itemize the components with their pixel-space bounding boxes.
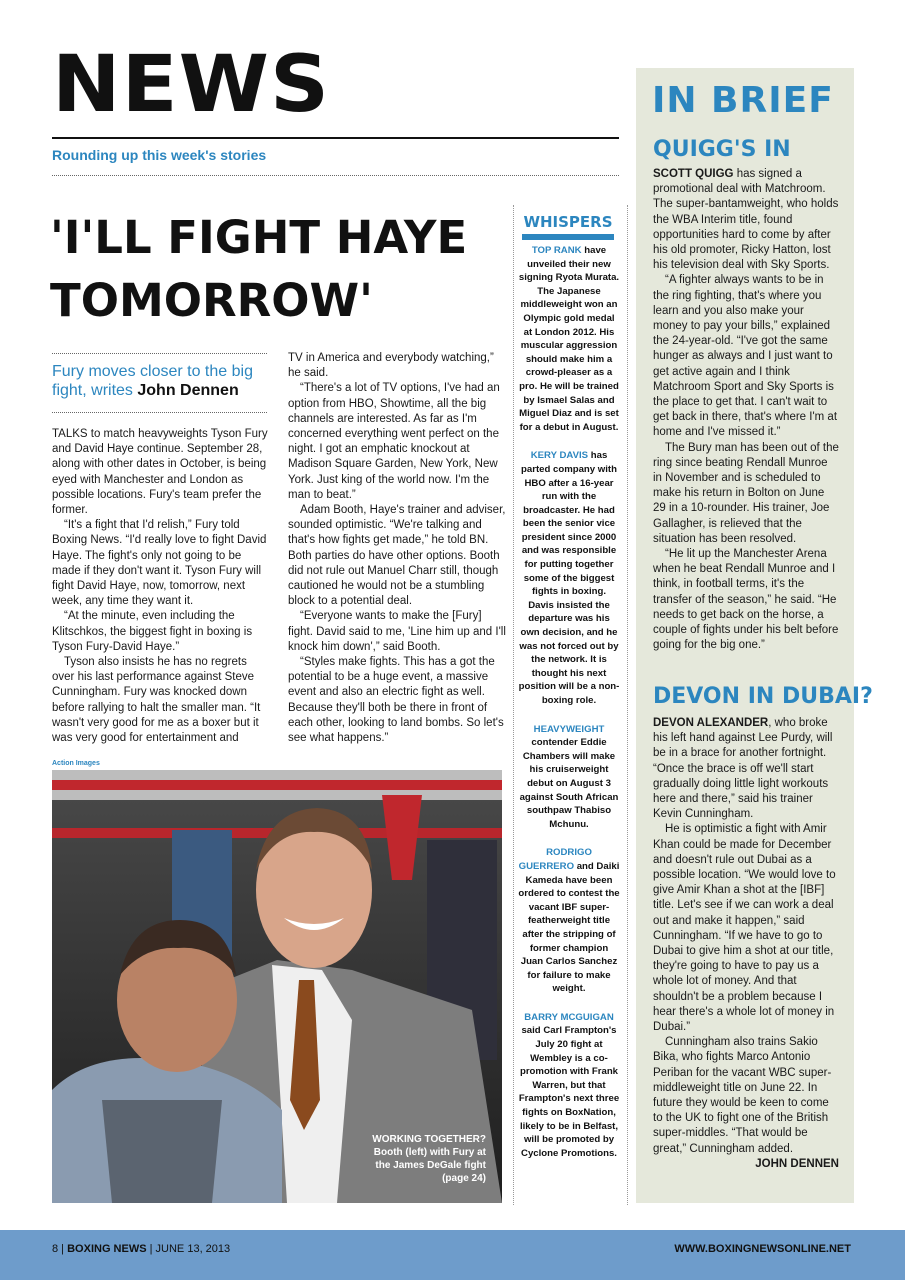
story-paragraph: Cunningham also trains Sakio Bika, who fights Marco Antonio Periban for the vacant WBC super-middleweight title on June 22. In future they would be keen to come to the UK to fight one of the British super-middles. “That would be great,” Cunningham added.	[653, 1036, 832, 1155]
story-lead: SCOTT QUIGG	[653, 168, 734, 180]
article-paragraph: “There's a lot of TV options, I've had an option from HBO, Showtime, all the big channels are interested. As far as I'm concerned everything went perfect on the night. I got an emphatic knockout at Madison Square Garden, New York, New York. Just king of the world now. I'm the man to beat.”	[288, 382, 500, 501]
standfirst-divider-bottom	[52, 412, 267, 413]
story-paragraph: The Bury man has been out of the ring since beating Rendall Munroe in November and is scheduled to make his return in Bolton on June 29 in a 10-rounder. His trainer, Joe Gallagher, is relieved that the situation has been resolved.	[653, 441, 839, 545]
story-body	[653, 716, 839, 1172]
story-title: QUIGG'S IN	[653, 137, 791, 162]
column-divider	[513, 205, 514, 1205]
whispers-underline	[522, 234, 614, 240]
whispers-item	[518, 244, 620, 434]
whispers-column	[518, 244, 620, 1175]
story-title: DEVON IN DUBAI?	[653, 684, 873, 709]
story-paragraph: “A fighter always wants to be in the ring fighting, that's where you learn and you also make your money to pay your bills,” explained the 24-year-old. “I've got the same hunger as always and I just want to get active again and I think Matchroom Sport and Sky Sports is the place to get that. I can't wait to get back in there, that's where I'm at home and I've missed it.”	[653, 274, 838, 439]
article-paragraph: Adam Booth, Haye's trainer and adviser, sounded optimistic. “We're talking and that's how fights get made,” he told BN. Both parties do have other options. Booth did not rule out Manuel Charr still, though cautioned he would not be a stumbling block to a potential deal.	[288, 504, 506, 608]
article-photo	[52, 770, 502, 1203]
whispers-text: said Carl Frampton's July 20 fight at Wembley is a co-promotion with Frank Warren, but that Frampton's next three fights on BoxNation, likely to be in Belfast, will be promoted by Cyclone Promotions.	[518, 1025, 620, 1159]
page-number: 8	[52, 1243, 59, 1255]
whispers-title: WHISPERS	[523, 213, 613, 231]
whispers-lead: HEAVYWEIGHT	[533, 723, 605, 735]
whispers-lead: TOP RANK	[531, 245, 582, 256]
article-paragraph: TALKS to match heavyweights Tyson Fury and David Haye continue. September 28, along with other dates in October, is being eyed with Manchester and London as possible locations. Fury's team prefer the former.	[52, 428, 268, 517]
photo-credit: Action Images	[52, 760, 100, 767]
header-rule	[52, 137, 619, 139]
whispers-text: have unveiled their new signing Ryota Murata. The Japanese middleweight won an Olympic gold medal at London 2012. His muscular aggression should make him a crowd-pleaser as a pro. He will be trained by Ismael Salas and Miguel Diaz and is set for a debut in August.	[518, 245, 620, 433]
photo-caption: WORKING TOGETHER? Booth (left) with Fury at the James DeGale fight (page 24)	[372, 1134, 486, 1184]
article-standfirst	[52, 362, 262, 400]
article-author: John Dennen	[137, 382, 239, 399]
standfirst-divider-top	[52, 353, 267, 354]
standfirst-text: Fury moves closer to the big fight, writes	[52, 363, 253, 399]
story-signoff: JOHN DENNEN	[755, 1157, 839, 1170]
column-divider	[627, 205, 628, 1205]
ring-rope	[52, 780, 502, 790]
footer-folio: 8 | BOXING NEWS | JUNE 13, 2013	[52, 1243, 231, 1255]
page-footer	[0, 1230, 905, 1280]
whispers-item	[518, 723, 620, 832]
whispers-lead: BARRY MCGUIGAN	[524, 1011, 614, 1023]
story-paragraph	[653, 167, 839, 273]
article-paragraph: “Styles make fights. This has a got the potential to be a huge event, a massive event and also an electric fight as well. Because they'll both be there in front of each other, looking to land bombs. So let's see what happens.”	[288, 656, 504, 745]
article-paragraph: Tyson also insists he has no regrets over his last performance against Steve Cunningham. Fury was knocked down before rallying to halt the smaller man. “It wasn't very good for me as a boxer but it was very good for entertainment and	[52, 656, 261, 745]
story-lead: DEVON ALEXANDER	[653, 717, 769, 729]
booth-shirt	[102, 1100, 222, 1203]
article-paragraph: “Everyone wants to make the [Fury] fight. David said to me, 'Line him up and I'll knock him down',” said Booth.	[288, 610, 506, 653]
whispers-item	[518, 1011, 620, 1161]
whispers-text: has parted company with HBO after a 16-year run with the broadcaster. He had been the senior vice president since 2000 and was responsible for putting together some of the biggest fights in boxing. Davis insisted the departure was his own decision, and he was not forced out by the network. It is thought his next position will be a non-boxing role.	[518, 450, 620, 706]
in-brief-title: IN BRIEF	[652, 80, 834, 121]
story-paragraph	[653, 716, 839, 822]
whispers-text: contender Eddie Chambers will make his cruiserweight debut on August 3 against South African southpaw Thabiso Mchunu.	[519, 737, 619, 830]
issue-date: JUNE 13, 2013	[155, 1243, 231, 1255]
tagline-divider	[52, 175, 619, 176]
article-column-1	[52, 427, 270, 746]
story-text: has signed a promotional deal with Matchroom. The super-bantamweight, who holds the WBA Interim title, found opportunities hard to come by after his old promoter, Ricky Hatton, lost his television deal with Sky Sports.	[653, 168, 839, 272]
article-column-2	[288, 351, 506, 746]
article-paragraph: TV in America and everybody watching,” he said.	[288, 352, 494, 380]
whispers-lead: KERY DAVIS	[530, 450, 589, 462]
section-tagline: Rounding up this week's stories	[52, 147, 267, 163]
story-text: , who broke his left hand against Lee Purdy, will be in a brace for another fortnight. “Once the brace is off we'll start gradually doing little light workouts here and there,” said his trainer Kevin Cunningham.	[653, 717, 833, 821]
publication-name: BOXING NEWS	[67, 1243, 147, 1255]
article-headline: 'I'LL FIGHT HAYE TOMORROW'	[50, 211, 468, 327]
article-paragraph: “At the minute, even including the Klitschkos, the biggest fight in boxing is Tyson Fury-David Haye.”	[52, 610, 253, 653]
footer-url[interactable]: WWW.BOXINGNEWSONLINE.NET	[674, 1243, 851, 1255]
whispers-lead: RODRIGO GUERRERO	[518, 847, 592, 872]
article-paragraph: “It's a fight that I'd relish,” Fury told Boxing News. “I'd really love to fight David Haye. The fight's only not going to be made if they don't want it. Tyson Fury will fight David Haye, now, tomorrow, next week, any time they want it.	[52, 519, 267, 608]
section-title: NEWS	[52, 40, 331, 130]
whispers-text: and Daiki Kameda have been ordered to contest the vacant IBF super-featherweight title after the stripping of former champion Juan Carlos Sanchez for failure to make weight.	[518, 860, 620, 995]
story-body	[653, 167, 839, 654]
whispers-item	[518, 449, 620, 707]
story-paragraph: “He lit up the Manchester Arena when he beat Rendall Munroe and I think, in football terms, it's the transfer of the season,” he said. “He needs to get back on the horse, a couple of fights under his belt before going for the big one.”	[653, 548, 839, 652]
whispers-item	[518, 846, 620, 996]
story-paragraph: He is optimistic a fight with Amir Khan could be made for December and doesn't rule out Dubai as a possible location. “We would love to give Amir Khan a shot at the [IBF] title. Let's see if we can work a deal out and make it happen,” said Cunningham. “If we have to go to Dubai to give him a shot at our title, they're going to have to pay us a whole lot of money. And that shouldn't be a problem because I hear there's a whole lot of money in Dubai.”	[653, 823, 836, 1034]
